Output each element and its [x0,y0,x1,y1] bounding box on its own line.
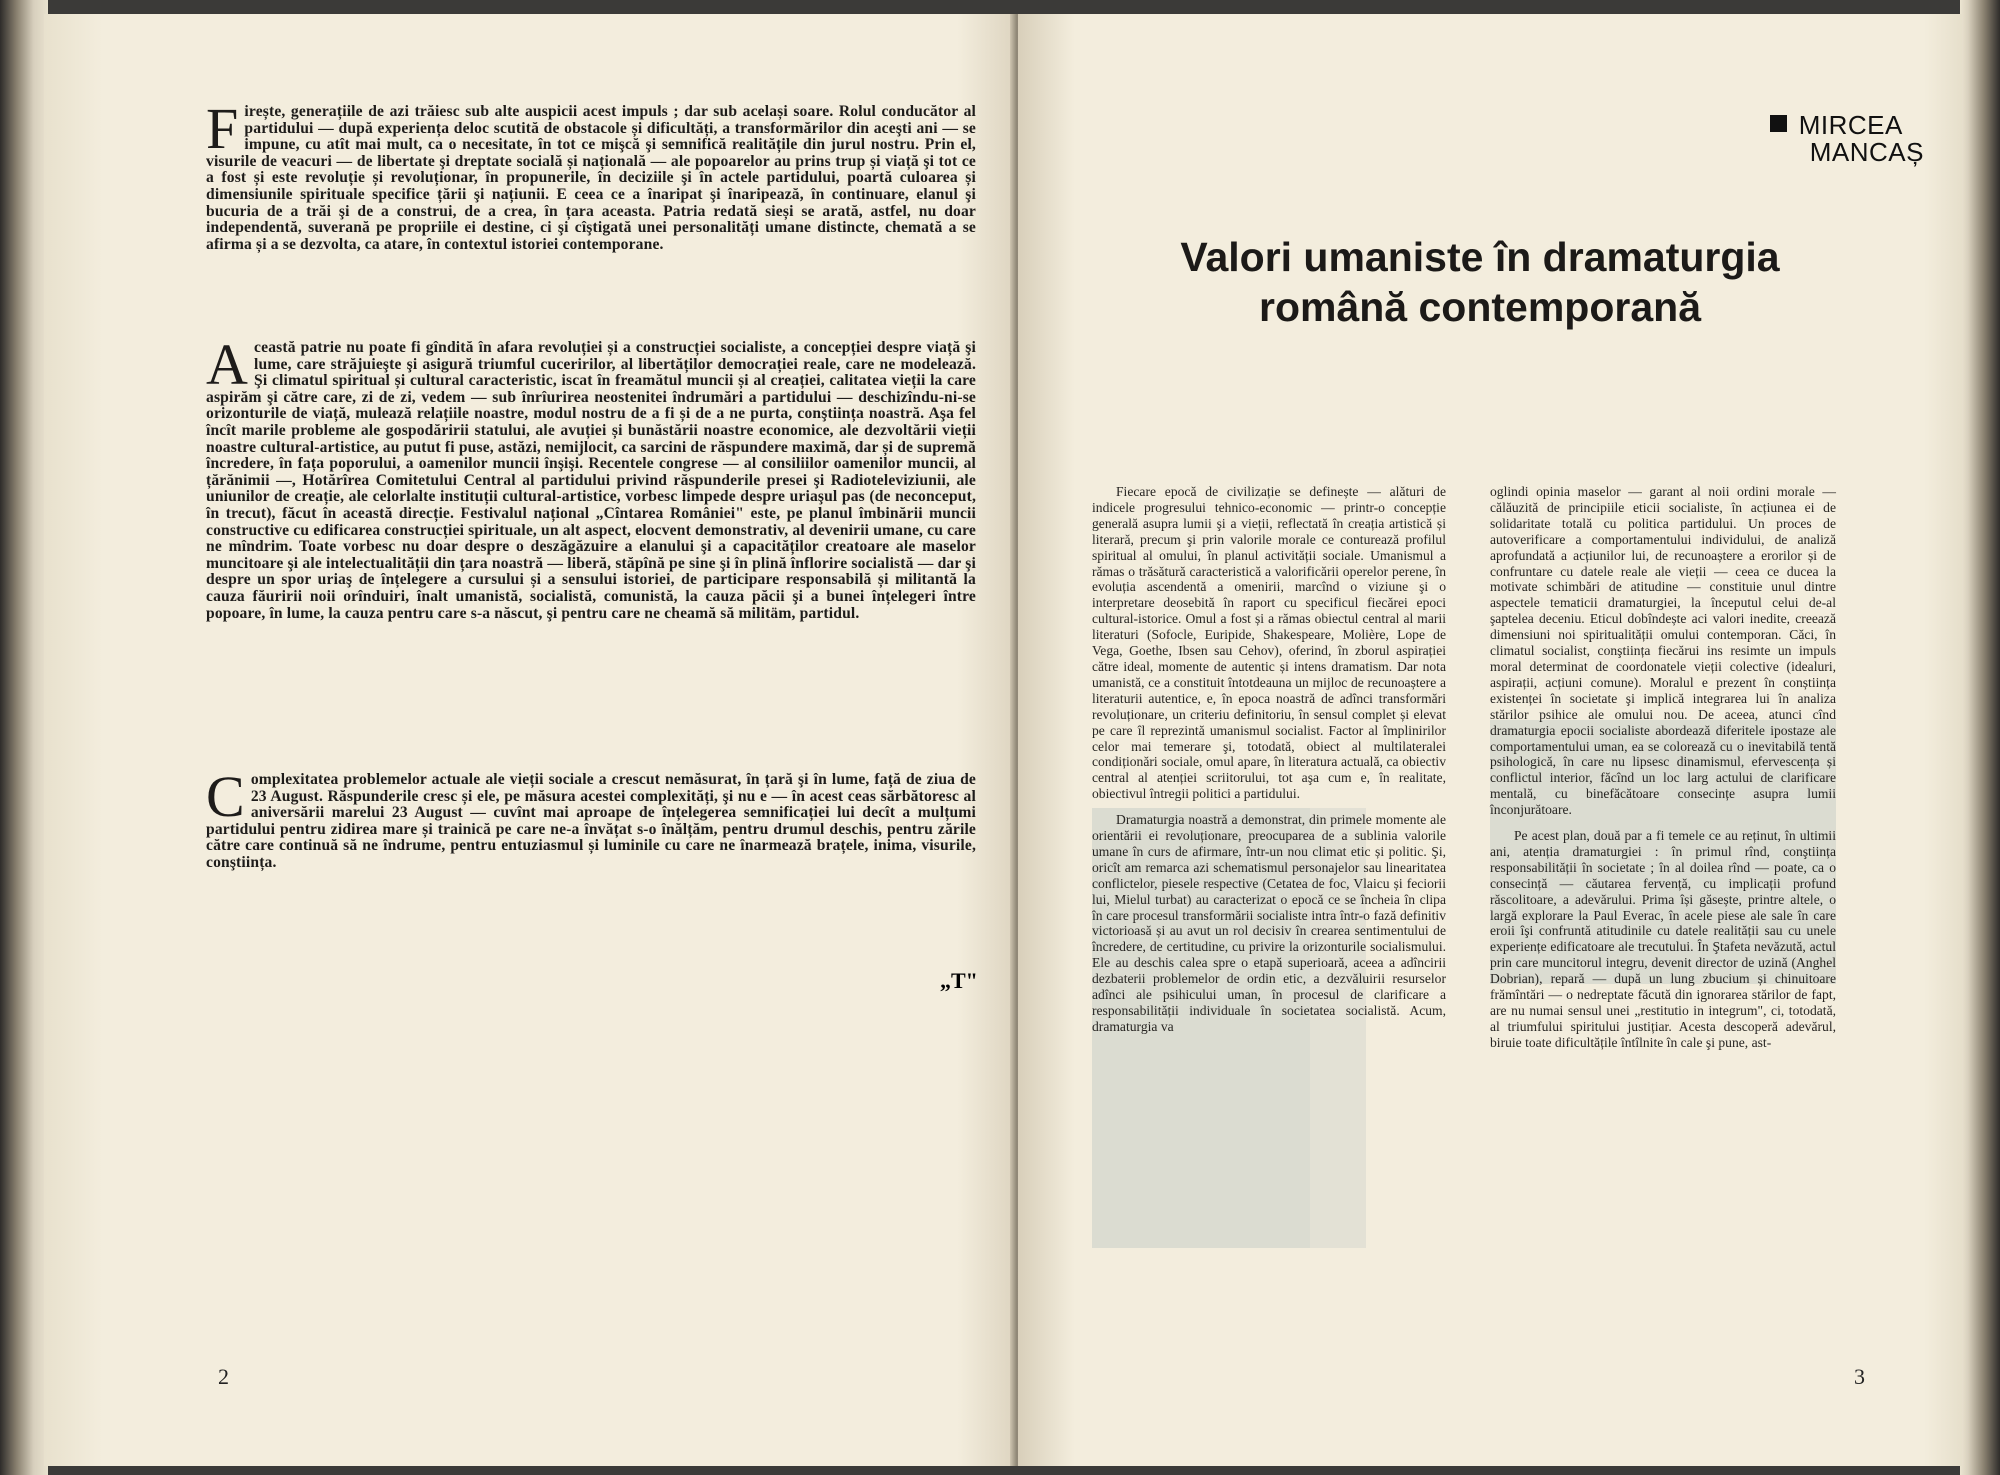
author-square-bullet [1770,115,1787,132]
page-number-right: 3 [1854,1364,1865,1389]
book-edge-left [0,0,48,1475]
editorial-signature: „T" [940,968,978,993]
drop-cap-f: F [206,96,239,161]
author-first-name: MIRCEA [1798,110,1903,140]
column-paragraph: Dramaturgia noastră a demonstrat, din primele momente ale orientării ei revoluționare, preocuparea de a sublinia valorile umane în curs de afirmare, într-un nou climat etic și politic. Şi, oricît am remarca azi schematismul personajelor sau linearitatea conflictelor, piesele respective (Cetatea de foc, Vlaicu și feciorii lui, Mielul turbat) au caracterizat o epocă ce se încheia în clipa în care procesul transformării socialiste intra într-o fază definitiv victorioasă și au avut un rol decisiv în crearea sentimentului de încredere, de certitudine, cu privire la orizonturile socialismului. Ele au deschis calea spre o etapă superioară, aceea a adîncirii dezbaterii problemelor de ordin etic, a dezvăluirii resurselor adînci ale psihicului uman, în procesul de clarificare a responsabilității individuale în societatea socialistă. Acum, dramaturgia va [1092,812,1446,1034]
editorial-paragraph-3 [206,764,976,872]
article-column-1 [1092,484,1446,1035]
column-paragraph: Pe acest plan, două par a fi temele ce au reținut, în ultimii ani, atenția dramaturgiei : în primul rînd, conştiința responsabilității în societate ; în al doilea rînd — poate, ca o consecință — căutarea fervență, cu implicații profund răscolitoare, a adevărului. Prima își găsește, printre altele, o largă explorare la Paul Everac, în acele piese ale sale în care eroii îşi confruntă atitudinile cu datele realității sau cu unele experiențe edificatoare ale trecutului. În Ştafeta nevăzută, actul prin care muncitorul integru, devenit director de uzină (Anghel Dobrian), repară — după un lung zbucium și chinuitoare frămîntări — o nedreptate făcută din ignorarea stărilor de fapt, are nu numai sensul unei „restitutio in integrum", ci, totodată, al triumfului spiritului justițiar. Acesta descoperă adevărul, biruie toate dificultățile întîlnite în cale şi pune, ast- [1490,828,1836,1050]
drop-cap-a: A [206,332,249,397]
page-number-left: 2 [218,1364,229,1389]
article-title [1120,232,1840,332]
drop-cap-c: C [206,764,245,829]
book-edge-right [1960,0,2000,1475]
article-author [1770,112,1924,166]
author-last-name: MANCAȘ [1809,137,1924,167]
editorial-paragraph-2 [206,332,976,622]
title-line-2: română contemporană [1259,284,1701,330]
paragraph-text: irește, generațiile de azi trăiesc sub alte auspicii acest impuls ; dar sub același soare. Rolul conducător al partidului — după experiența deloc scutită de obstacole și dificultăți, a transformărilor din aceşti ani — se impune, cu atît mai mult, ca o necesitate, în tot ce mişcă şi semnifică realitățile din jurul nostru. Prin el, visurile de veacuri — de libertate şi dreptate socială și națională — ale popoarelor au prins trup și viață şi tot ce a fost și este revoluție și revoluționar, în propunerile, în deciziile şi în actele partidului, poartă culoarea și dimensiunile spirituale specifice țării şi națiunii. E ceea ce a înaripat şi înaripează, în continuare, elanul şi bucuria de a trăi şi de a construi, de a crea, în țara aceasta. Patria redată sieși se arată, astfel, nu doar independentă, suverană pe propriile ei destine, ci şi cîştigată unei personalități umane distincte, chemată a se afirma și a se dezvolta, ca atare, în contextul istoriei contemporane. [206,103,976,253]
column-paragraph: oglindi opinia maselor — garant al noii ordini morale — călăuzită de principiile eticii socialiste, în acțiunea ei de solidaritate totală cu politica partidului. Un proces de autoverificare a comportamentului individului, de analiză aprofundată a acțiunilor lui, de recunoaștere a erorilor și de confruntare cu datele reale ale vieții — ceea ce ducea la motivate schimbări de atitudine — constituie unul dintre aspectele tematicii dramaturgiei, la începutul celui de-al şaptelea deceniu. Eticul dobîndește aci valori inedite, creează dimensiuni noi spiritualității omului contemporan. Căci, în climatul socialist, conştiința fiecărui ins resimte un impuls moral determinat de coordonatele vieții colective (idealuri, aspirații, acțiuni comune). Moralul e prezent în conștiința existenței în societate şi implică integrarea lui în analiza stărilor psihice ale omului nou. De aceea, atunci cînd dramaturgia epocii socialiste abordează diferitele ipostaze ale comportamentului uman, ea se colorează cu o inevitabilă tentă psihologică, în care nu lipsesc dinamismul, efervescența și conflictul interior, făcînd un loc larg actului de clarificare mentală, cu binefăcătoare consecințe asupra lumii înconjurătoare. [1490,484,1836,818]
editorial-paragraph-1 [206,96,976,253]
paragraph-text: ceastă patrie nu poate fi gîndită în afara revoluției și a construcției socialiste, a concepției despre viață şi lume, care străjuieşte şi asigură triumful cuceririlor, al libertăților democrației reale, care ne modelează. Şi climatul spiritual și cultural caracteristic, iscat în freamătul muncii și al creației, calitatea vieții la care aspirăm şi către care, zi de zi, vedem — sub înrîurirea neostenitei îndrumări a partidului — deschizîndu-ni-se orizonturile de viață, mulează relațiile noastre, modul nostru de a fi și de a ne purta, conştiința noastră. Aşa fel încît marile probleme ale gospodăririi statului, ale avuției și bunăstării noastre economice, ale dezvoltării vieții noastre cultural-artistice, au putut fi puse, astăzi, nemijlocit, ca sarcini de răspundere maximă, dar și de supremă încredere, în fața poporului, a oamenilor muncii înşişi. Recentele congrese — al consiliilor oamenilor muncii, al țărănimii —, Hotărîrea Comitetului Central al partidului privind răspunderile presei şi Radioteleviziunii, ale uniunilor de creație, ale celorlalte instituții cultural-artistice, vorbesc limpede despre uriaşul pas (de neconceput, în trecut), făcut în această direcție. Festivalul național „Cîntarea României" este, pe planul îmbinării muncii constructive cu edificarea construcției spirituale, un alt aspect, elocvent demonstrativ, al devenirii umane, cu care ne mîndrim. Toate vorbesc nu doar despre o deszăgăzuire a elanului şi a capacităților creatoare ale maselor muncitoare şi ale intelectualității din țara noastră — liberă, stăpînă pe sine şi în plină înflorire socialistă — dar şi despre un spor uriaş de înțelegere a cursului și a sensului istoriei, de participare responsabilă și militantă la cauza făuririi noii orînduiri, înalt umanistă, socialistă, comunistă, la cauza păcii şi a bunei înțelegeri între popoare, în lume, la cauza pentru care s-a născut, şi pentru care ne cheamă să militäm, partidul. [206,339,976,622]
article-column-2 [1490,484,1836,1051]
column-paragraph: Fiecare epocă de civilizație se definește — alături de indicele progresului tehnico-economic — printr-o concepție generală asupra lumii şi a vieții, reflectată în creația artistică și literară, precum şi prin valorile morale ce conturează profilul spiritual al omului, în planul activității sociale. Umanismul a rămas o trăsătură caracteristică a valorificării operelor perene, în evoluția ascendentă a omenirii, marcînd o viziune şi o interpretare deosebită în raport cu specificul fiecărei epoci cultural-istorice. Omul a fost și a rămas obiectul central al marii literaturi (Sofocle, Euripide, Shakespeare, Molière, Lope de Vega, Goethe, Ibsen sau Cehov), oferind, în zborul aspirației către ideal, momente de autentic și intens dramatism. Dar nota umanistă, ce a constituit întotdeauna un mijloc de recunoaștere a literaturii autentice, e, în epoca noastră de adînci transformări revoluționare, un criteriu definitoriu, în sensul complet și elevat pe care îl reprezintă umanismul socialist. Factor al împlinirilor celor mai temerare şi, totodată, obiect al multilateralei condiționări sociale, omul apare, în literatura actuală, ca obiectiv central al atenției scriitorului, tot aşa cum e, în realitate, obiectivul întregii politici a partidului. [1092,484,1446,802]
paragraph-text: omplexitatea problemelor actuale ale vieții sociale a crescut nemăsurat, în țară şi în lume, față de ziua de 23 August. Răspunderile cresc și ele, pe măsura acestei complexități, şi nu e — în acest ceas sărbătoresc al aniversării marelui 23 August — cuvînt mai aproape de înțelegerea semnificației lui decît a mulțumi partidului pentru zidirea mare și trainică pe care ne-a învățat s-o înălțăm, pentru drumul deschis, pentru zările către care continuă să ne îndrume, pentru entuziasmul și luminile cu care ne înarmează brațele, inima, visurile, conştiința. [206,771,976,871]
title-line-1: Valori umaniste în dramaturgia [1180,234,1780,280]
